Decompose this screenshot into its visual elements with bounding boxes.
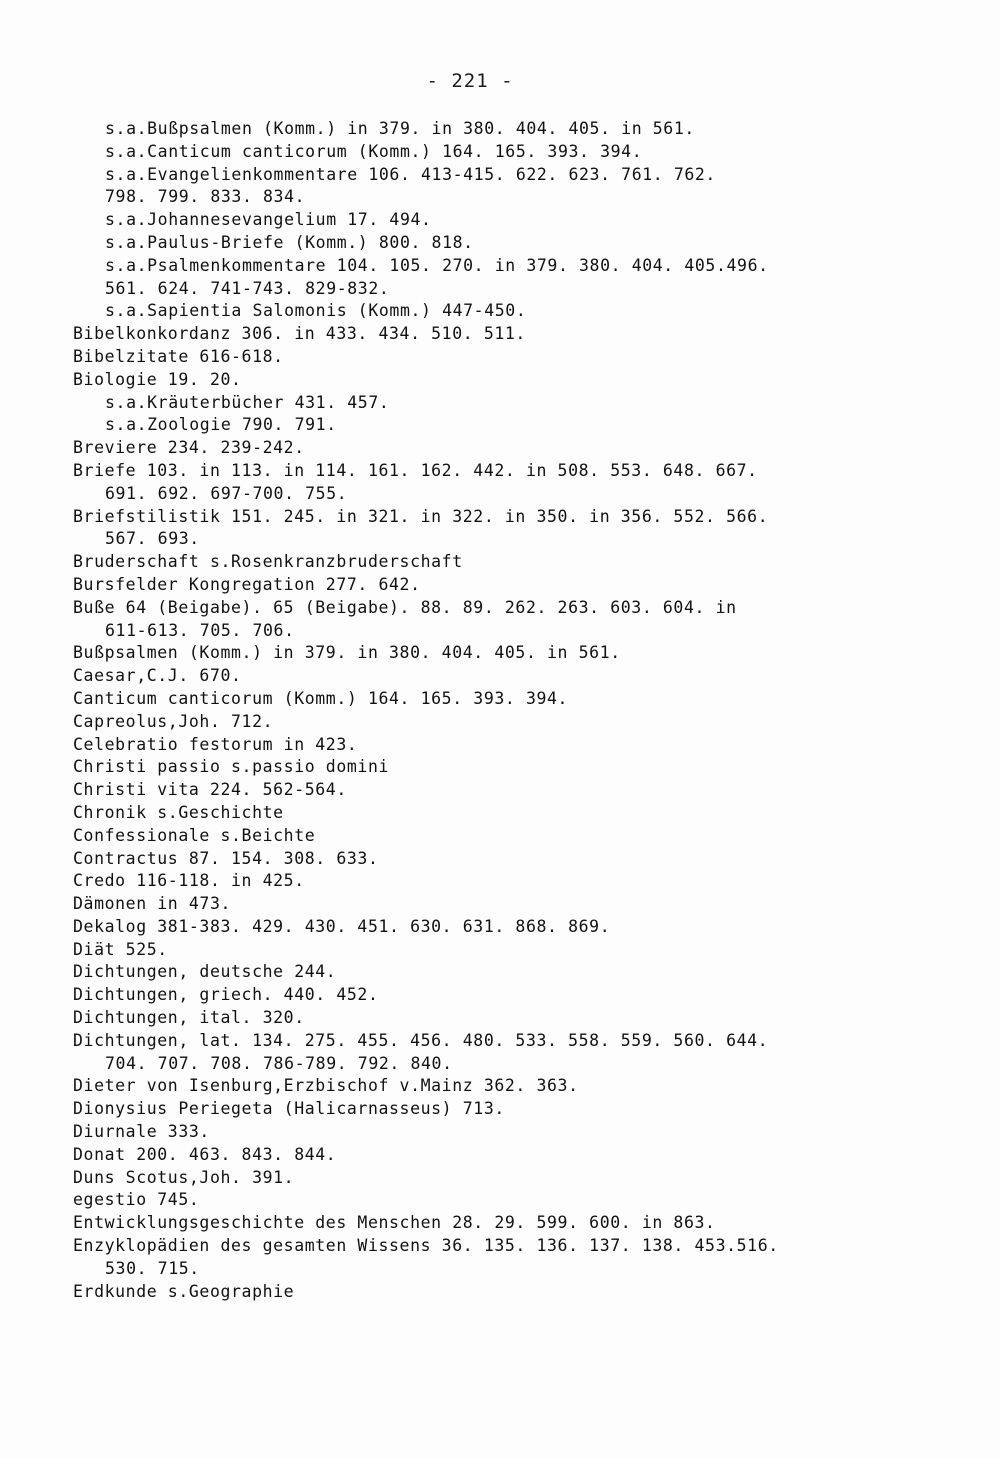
index-entry-continuation: 704. 707. 708. 786-789. 792. 840.	[105, 1053, 453, 1073]
index-entry: Erdkunde s.Geographie	[73, 1281, 295, 1301]
index-subentry: s.a.Psalmenkommentare 104. 105. 270. in 379. 380. 404. 405.496.	[105, 255, 769, 275]
index-entry: Dieter von Isenburg,Erzbischof v.Mainz 362. 363.	[73, 1076, 579, 1096]
index-entry: Dichtungen, griech. 440. 452.	[73, 985, 379, 1005]
index-entry: Dichtungen, deutsche 244.	[73, 962, 337, 982]
index-entry: Dämonen in 473.	[73, 894, 232, 914]
index-entry: Credo 116-118. in 425.	[73, 871, 305, 891]
index-entry: Duns Scotus,Joh. 391.	[73, 1167, 295, 1187]
index-entry: Entwicklungsgeschichte des Menschen 28. 29. 599. 600. in 863.	[73, 1213, 716, 1233]
index-entry: Dionysius Periegeta (Halicarnasseus) 713.	[73, 1099, 505, 1119]
index-entry: Enzyklopädien des gesamten Wissens 36. 135. 136. 137. 138. 453.516.	[73, 1236, 779, 1256]
index-entry: Buße 64 (Beigabe). 65 (Beigabe). 88. 89. 262. 263. 603. 604. in	[73, 597, 737, 617]
index-subentry: s.a.Paulus-Briefe (Komm.) 800. 818.	[105, 232, 474, 252]
index-entry: Contractus 87. 154. 308. 633.	[73, 848, 379, 868]
index-entry: Canticum canticorum (Komm.) 164. 165. 393. 394.	[73, 688, 569, 708]
index-entry: Bußpsalmen (Komm.) in 379. in 380. 404. 405. in 561.	[73, 643, 621, 663]
index-subentry: s.a.Johannesevangelium 17. 494.	[105, 210, 432, 230]
index-subentry: s.a.Evangelienkommentare 106. 413-415. 622. 623. 761. 762.	[105, 164, 716, 184]
index-entry: Chronik s.Geschichte	[73, 802, 284, 822]
index-entry: Dichtungen, ital. 320.	[73, 1008, 305, 1028]
index-entry: Confessionale s.Beichte	[73, 825, 316, 845]
index-entry: Biologie 19. 20.	[73, 369, 242, 389]
index-entry-continuation: 691. 692. 697-700. 755.	[105, 483, 348, 503]
index-entry: Christi passio s.passio domini	[73, 757, 390, 777]
index-entry: Diurnale 333.	[73, 1122, 210, 1142]
index-entry: Christi vita 224. 562-564.	[73, 780, 347, 800]
index-entry: egestio 745.	[73, 1190, 200, 1210]
index-entry-continuation: 798. 799. 833. 834.	[105, 187, 306, 207]
index-subentry: s.a.Kräuterbücher 431. 457.	[105, 392, 390, 412]
index-entry: Caesar,C.J. 670.	[73, 666, 242, 686]
index-entry: Dichtungen, lat. 134. 275. 455. 456. 480. 533. 558. 559. 560. 644.	[73, 1030, 769, 1050]
index-entry-continuation: 611-613. 705. 706.	[105, 620, 295, 640]
index-entry-continuation: 567. 693.	[105, 529, 200, 549]
index-entry: Bibelzitate 616-618.	[73, 346, 284, 366]
index-entry: Dekalog 381-383. 429. 430. 451. 630. 631. 868. 869.	[73, 916, 611, 936]
index-entry: Briefstilistik 151. 245. in 321. in 322. in 350. in 356. 552. 566.	[73, 506, 769, 526]
index-entry: Bursfelder Kongregation 277. 642.	[73, 574, 421, 594]
index-subentry: s.a.Bußpsalmen (Komm.) in 379. in 380. 404. 405. in 561.	[105, 119, 695, 138]
index-entry-continuation: 561. 624. 741-743. 829-832.	[105, 278, 390, 298]
index-entry: Celebratio festorum in 423.	[73, 734, 358, 754]
index-entry: Bibelkonkordanz 306. in 433. 434. 510. 511.	[73, 324, 526, 344]
index-entry: Breviere 234. 239-242.	[73, 438, 305, 458]
index-subentry: s.a.Canticum canticorum (Komm.) 164. 165. 393. 394.	[105, 141, 643, 161]
index-entry: Briefe 103. in 113. in 114. 161. 162. 442. in 508. 553. 648. 667.	[73, 460, 758, 480]
index-entry: Diät 525.	[73, 939, 168, 959]
index-entry: Donat 200. 463. 843. 844.	[73, 1144, 337, 1164]
index-entry: Bruderschaft s.Rosenkranzbruderschaft	[73, 552, 463, 572]
page-number: - 221 -	[426, 70, 514, 92]
subject-index-list	[73, 118, 933, 1303]
index-entry-continuation: 530. 715.	[105, 1258, 200, 1278]
index-subentry: s.a.Zoologie 790. 791.	[105, 415, 337, 435]
index-entry: Capreolus,Joh. 712.	[73, 711, 274, 731]
index-subentry: s.a.Sapientia Salomonis (Komm.) 447-450.	[105, 301, 527, 321]
